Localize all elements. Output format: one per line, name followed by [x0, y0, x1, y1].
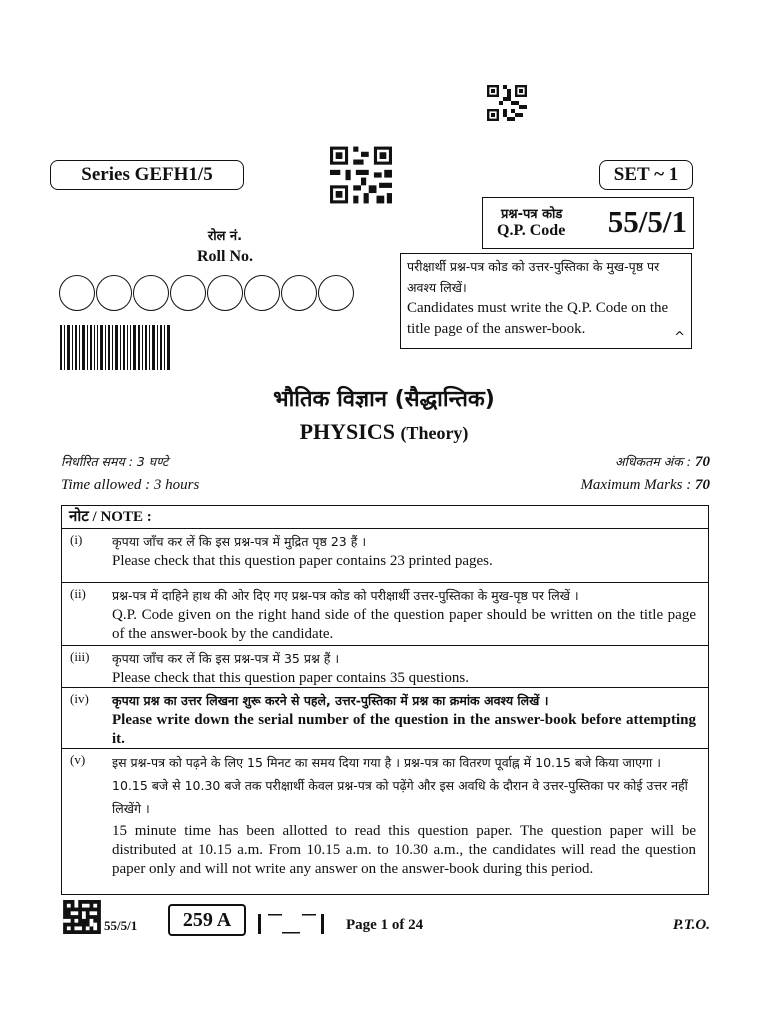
- note-text-hi: कृपया जाँच कर लें कि इस प्रश्न-पत्र में 35 प्रश्न हैं ।: [112, 651, 340, 666]
- note-text-en: 15 minute time has been allotted to read this question paper. The question paper will be distributed at 10.15 a.m. From 10.15 a.m. to 10.30 a.m., the candidates will read the question paper only and will not write any answer on the answer-book during this period.: [112, 823, 696, 877]
- subject-title-hi: भौतिक विज्ञान (सैद्धान्तिक): [273, 387, 495, 412]
- roll-digit-circle: [170, 275, 206, 311]
- footer-barcode-mark: [258, 912, 326, 938]
- note-item: [62, 749, 708, 896]
- qp-code-box: [482, 197, 694, 249]
- note-item: [62, 529, 708, 583]
- candidate-note-en: Candidates must write the Q.P. Code on the title page of the answer-book.: [407, 300, 669, 337]
- page-number: Page 1 of 24: [346, 917, 424, 933]
- note-item: [62, 688, 708, 749]
- roll-digit-circle: [96, 275, 132, 311]
- qp-code-label-en: Q.P. Code: [497, 222, 566, 239]
- footer-qp-code: 55/5/1: [104, 918, 138, 933]
- max-marks-en-label: Maximum Marks :: [580, 477, 695, 493]
- note-text-en: Please check that this question paper contains 23 printed pages.: [112, 553, 493, 569]
- max-marks-en-value: 70: [695, 477, 710, 493]
- roll-digit-circle: [244, 275, 280, 311]
- notes-box: [61, 505, 709, 895]
- series-label: Series GEFH1/5: [50, 160, 244, 190]
- note-text-hi: इस प्रश्न-पत्र को पढ़ने के लिए 15 मिनट का समय दिया गया है । प्रश्न-पत्र का वितरण पूर्वाह्न में 10.15 बजे किया जाएगा । 10.15 बजे से 10.30 बजे तक परीक्षार्थी केवल प्रश्न-पत्र को पढ़ेंगे और इस अवधि के दौरान वे उत्तर-पुस्तिका पर कोई उत्तर नहीं लिखेंगे ।: [112, 755, 688, 816]
- note-number: (ii): [70, 586, 86, 601]
- roll-no-circles: [59, 275, 355, 311]
- note-text-en: Please write down the serial number of the question in the answer-book before attempting it.: [112, 712, 696, 747]
- note-number: (iv): [70, 691, 89, 706]
- note-text-hi: प्रश्न-पत्र में दाहिने हाथ की ओर दिए गए प्रश्न-पत्र कोड को परीक्षार्थी उत्तर-पुस्तिका के मुख-पृष्ठ पर लिखें ।: [112, 588, 579, 603]
- time-allowed-hi: निर्धारित समय : 3 घण्टे: [61, 454, 169, 469]
- roll-no-label-hi: रोल नं.: [207, 229, 243, 244]
- qr-code-footer: [63, 900, 101, 934]
- subject-title-main: PHYSICS: [299, 419, 395, 444]
- booklet-code: 259 A: [168, 904, 246, 936]
- note-item: [62, 583, 708, 646]
- roll-no-label-en: Roll No.: [197, 248, 253, 265]
- qr-code-top: [487, 85, 527, 121]
- qp-code-value: 55/5/1: [607, 204, 687, 239]
- note-text-hi: कृपया प्रश्न का उत्तर लिखना शुरू करने से पहले, उत्तर-पुस्तिका में प्रश्न का क्रमांक अवश्य लिखें ।: [112, 693, 549, 708]
- max-marks-hi: [615, 453, 710, 471]
- pto-label: P.T.O.: [672, 917, 710, 933]
- qr-code-center: [330, 146, 392, 204]
- caret-mark: ^: [674, 330, 685, 345]
- max-marks-hi-value: 70: [695, 454, 710, 470]
- note-text-en: Q.P. Code given on the right hand side of the question paper should be written on the title page of the answer-book by the candidate.: [112, 607, 696, 642]
- roll-digit-circle: [281, 275, 317, 311]
- subject-title-sub: (Theory): [400, 423, 469, 443]
- roll-digit-circle: [59, 275, 95, 311]
- time-allowed-en: Time allowed : 3 hours: [61, 477, 200, 493]
- roll-digit-circle: [318, 275, 354, 311]
- qp-code-label-hi: प्रश्न-पत्र कोड: [501, 207, 563, 222]
- candidate-note-box: [400, 253, 692, 349]
- notes-heading: नोट / NOTE :: [62, 506, 708, 529]
- max-marks-en: [580, 477, 710, 494]
- barcode: [60, 325, 172, 370]
- note-number: (v): [70, 752, 86, 767]
- candidate-note-hi: परीक्षार्थी प्रश्न-पत्र कोड को उत्तर-पुस्तिका के मुख-पृष्ठ पर अवश्य लिखें।: [407, 259, 660, 295]
- note-item: [62, 646, 708, 688]
- subject-title-en: [0, 419, 768, 445]
- note-number: (i): [70, 532, 83, 547]
- note-number: (iii): [70, 649, 90, 664]
- max-marks-hi-label: अधिकतम अंक :: [615, 454, 695, 469]
- roll-digit-circle: [207, 275, 243, 311]
- roll-digit-circle: [133, 275, 169, 311]
- note-text-hi: कृपया जाँच कर लें कि इस प्रश्न-पत्र में मुद्रित पृष्ठ 23 हैं ।: [112, 534, 367, 549]
- note-text-en: Please check that this question paper contains 35 questions.: [112, 670, 470, 686]
- set-label: SET ~ 1: [599, 160, 693, 190]
